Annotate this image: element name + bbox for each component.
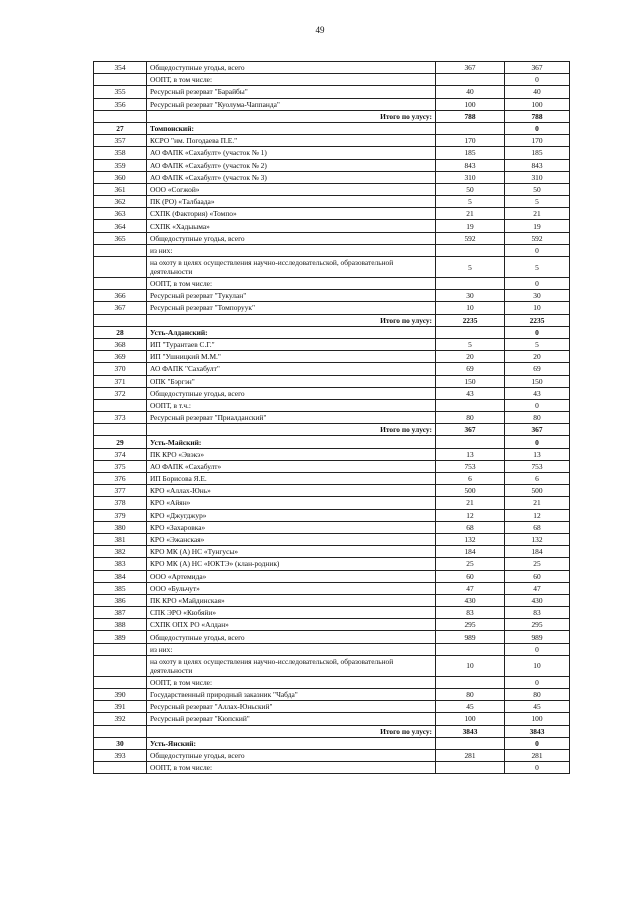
row-number-cell: 363 — [94, 208, 147, 220]
row-value-2-cell: 21 — [505, 497, 570, 509]
row-value-2-cell: 25 — [505, 558, 570, 570]
table-row — [94, 86, 570, 98]
row-value-1-cell: 21 — [436, 208, 505, 220]
row-number-cell: 357 — [94, 135, 147, 147]
row-number-cell — [94, 257, 147, 278]
row-value-2-cell: 0 — [505, 278, 570, 290]
row-number-cell — [94, 643, 147, 655]
row-value-1-cell: 20 — [436, 351, 505, 363]
row-value-1-cell: 310 — [436, 171, 505, 183]
row-name-cell: ПК КРО «Эвэкэ» — [147, 448, 436, 460]
row-value-2-cell: 80 — [505, 689, 570, 701]
row-name-cell: Томпонский: — [147, 122, 436, 134]
row-name-cell: АО ФАПК "Сахабулт" — [147, 363, 436, 375]
row-value-1-cell — [436, 326, 505, 338]
row-value-1-cell: 367 — [436, 424, 505, 436]
row-value-1-cell: 500 — [436, 485, 505, 497]
row-number-cell: 382 — [94, 546, 147, 558]
table-row — [94, 290, 570, 302]
row-name-cell: ИП "Турантаев С.Г." — [147, 338, 436, 350]
row-value-2-cell: 0 — [505, 436, 570, 448]
row-name-cell: Ресурсный резерват "Барайбы" — [147, 86, 436, 98]
table-row — [94, 159, 570, 171]
row-value-2-cell: 367 — [505, 62, 570, 74]
row-number-cell: 370 — [94, 363, 147, 375]
table-row — [94, 509, 570, 521]
table-row — [94, 122, 570, 134]
row-number-cell: 376 — [94, 473, 147, 485]
row-name-cell: ИП "Ушницкий М.М." — [147, 351, 436, 363]
row-number-cell: 27 — [94, 122, 147, 134]
row-number-cell: 371 — [94, 375, 147, 387]
table-row — [94, 257, 570, 278]
row-number-cell: 364 — [94, 220, 147, 232]
row-name-cell: Ресурсный резерват "Томпоруук" — [147, 302, 436, 314]
table-row — [94, 220, 570, 232]
row-value-1-cell: 5 — [436, 196, 505, 208]
row-value-1-cell: 185 — [436, 147, 505, 159]
row-name-cell: КРО «Захаровка» — [147, 521, 436, 533]
table-row — [94, 171, 570, 183]
table-row — [94, 363, 570, 375]
row-value-2-cell: 5 — [505, 196, 570, 208]
row-number-cell: 369 — [94, 351, 147, 363]
row-number-cell: 358 — [94, 147, 147, 159]
table-row — [94, 737, 570, 749]
row-value-2-cell: 788 — [505, 110, 570, 122]
row-value-2-cell: 10 — [505, 302, 570, 314]
row-value-1-cell — [436, 74, 505, 86]
row-number-cell — [94, 676, 147, 688]
row-number-cell: 368 — [94, 338, 147, 350]
row-value-1-cell: 25 — [436, 558, 505, 570]
row-number-cell: 386 — [94, 594, 147, 606]
table-row — [94, 546, 570, 558]
row-number-cell — [94, 399, 147, 411]
table-row — [94, 460, 570, 472]
table-row — [94, 387, 570, 399]
row-value-1-cell: 150 — [436, 375, 505, 387]
row-value-1-cell: 989 — [436, 631, 505, 643]
row-value-1-cell: 40 — [436, 86, 505, 98]
row-name-cell: КРО МК (А) НС «Тунгусы» — [147, 546, 436, 558]
row-number-cell: 391 — [94, 701, 147, 713]
row-name-cell: из них: — [147, 244, 436, 256]
row-value-1-cell — [436, 737, 505, 749]
row-value-1-cell: 5 — [436, 338, 505, 350]
row-name-cell: СХПК (Фактория) «Томпо» — [147, 208, 436, 220]
table-row — [94, 147, 570, 159]
row-number-cell: 354 — [94, 62, 147, 74]
row-number-cell: 355 — [94, 86, 147, 98]
row-value-1-cell: 80 — [436, 412, 505, 424]
row-name-cell: Общедоступные угодья, всего — [147, 749, 436, 761]
row-value-2-cell: 21 — [505, 208, 570, 220]
table-row — [94, 412, 570, 424]
row-name-cell: КРО «Аллах-Юнь» — [147, 485, 436, 497]
row-value-2-cell: 6 — [505, 473, 570, 485]
row-number-cell — [94, 278, 147, 290]
row-value-1-cell: 47 — [436, 582, 505, 594]
row-value-1-cell: 21 — [436, 497, 505, 509]
table-row — [94, 689, 570, 701]
table-row — [94, 232, 570, 244]
row-number-cell — [94, 655, 147, 676]
row-name-cell: Общедоступные угодья, всего — [147, 62, 436, 74]
row-value-2-cell: 184 — [505, 546, 570, 558]
table-row — [94, 762, 570, 774]
row-name-cell: КСРО "им. Погодаева П.Е." — [147, 135, 436, 147]
row-value-2-cell: 20 — [505, 351, 570, 363]
row-value-2-cell: 47 — [505, 582, 570, 594]
table-row — [94, 701, 570, 713]
row-value-1-cell: 592 — [436, 232, 505, 244]
row-name-cell: на охоту в целях осуществления научно-исследовательской, образовательной деятельности — [147, 257, 436, 278]
row-value-1-cell: 367 — [436, 62, 505, 74]
row-name-cell: Усть-Алданский: — [147, 326, 436, 338]
table-row — [94, 521, 570, 533]
table-row — [94, 448, 570, 460]
row-value-2-cell: 132 — [505, 533, 570, 545]
row-value-2-cell: 43 — [505, 387, 570, 399]
row-value-1-cell: 30 — [436, 290, 505, 302]
row-number-cell: 373 — [94, 412, 147, 424]
row-name-cell: АО ФАПК «Сахабулт» — [147, 460, 436, 472]
table-row — [94, 619, 570, 631]
row-value-2-cell: 19 — [505, 220, 570, 232]
row-value-2-cell: 12 — [505, 509, 570, 521]
row-name-cell: Итого по улусу: — [147, 725, 436, 737]
table-row — [94, 713, 570, 725]
table-row — [94, 676, 570, 688]
row-value-1-cell: 100 — [436, 98, 505, 110]
row-name-cell: СХПК ОПХ РО «Алдан» — [147, 619, 436, 631]
row-value-2-cell: 170 — [505, 135, 570, 147]
table-row — [94, 473, 570, 485]
row-value-1-cell — [436, 278, 505, 290]
row-name-cell: ООПТ, в том числе: — [147, 278, 436, 290]
table-row — [94, 655, 570, 676]
row-name-cell: ООПТ, в том числе: — [147, 676, 436, 688]
row-value-1-cell: 753 — [436, 460, 505, 472]
row-value-1-cell: 430 — [436, 594, 505, 606]
row-number-cell: 380 — [94, 521, 147, 533]
row-value-1-cell: 295 — [436, 619, 505, 631]
row-value-2-cell: 60 — [505, 570, 570, 582]
row-number-cell — [94, 725, 147, 737]
row-number-cell: 29 — [94, 436, 147, 448]
row-value-2-cell: 10 — [505, 655, 570, 676]
row-name-cell: ИП Борисова Я.Е. — [147, 473, 436, 485]
row-value-1-cell — [436, 244, 505, 256]
page-number: 49 — [315, 25, 325, 35]
row-value-2-cell: 0 — [505, 326, 570, 338]
row-value-2-cell: 0 — [505, 399, 570, 411]
row-name-cell: ООО «Бульчут» — [147, 582, 436, 594]
row-value-2-cell: 100 — [505, 713, 570, 725]
row-value-2-cell: 185 — [505, 147, 570, 159]
row-value-1-cell: 80 — [436, 689, 505, 701]
row-value-1-cell — [436, 762, 505, 774]
row-value-2-cell: 13 — [505, 448, 570, 460]
row-value-2-cell: 310 — [505, 171, 570, 183]
table-row — [94, 98, 570, 110]
row-number-cell: 356 — [94, 98, 147, 110]
table-row — [94, 570, 570, 582]
row-value-1-cell: 50 — [436, 183, 505, 195]
row-number-cell: 381 — [94, 533, 147, 545]
row-name-cell: ООПТ, в т.ч.: — [147, 399, 436, 411]
row-value-2-cell: 30 — [505, 290, 570, 302]
row-value-1-cell: 83 — [436, 607, 505, 619]
row-value-1-cell: 45 — [436, 701, 505, 713]
table-row — [94, 196, 570, 208]
row-number-cell — [94, 762, 147, 774]
table-row — [94, 436, 570, 448]
row-number-cell: 392 — [94, 713, 147, 725]
row-name-cell: ПК КРО «Майдинская» — [147, 594, 436, 606]
row-number-cell: 360 — [94, 171, 147, 183]
row-number-cell: 389 — [94, 631, 147, 643]
table-row — [94, 424, 570, 436]
row-value-1-cell — [436, 436, 505, 448]
row-number-cell: 372 — [94, 387, 147, 399]
table-row — [94, 375, 570, 387]
row-name-cell: ООО «Согжой» — [147, 183, 436, 195]
row-value-2-cell: 500 — [505, 485, 570, 497]
row-number-cell: 375 — [94, 460, 147, 472]
row-name-cell: Усть-Янский: — [147, 737, 436, 749]
table-row — [94, 607, 570, 619]
row-value-1-cell — [436, 399, 505, 411]
table-row — [94, 244, 570, 256]
row-number-cell: 362 — [94, 196, 147, 208]
table-row — [94, 497, 570, 509]
row-value-1-cell: 12 — [436, 509, 505, 521]
row-number-cell: 377 — [94, 485, 147, 497]
row-name-cell: АО ФАПК «Сахабулт» (участок № 1) — [147, 147, 436, 159]
row-value-2-cell: 83 — [505, 607, 570, 619]
row-value-2-cell: 367 — [505, 424, 570, 436]
row-number-cell — [94, 244, 147, 256]
row-number-cell: 384 — [94, 570, 147, 582]
row-name-cell: Итого по улусу: — [147, 110, 436, 122]
row-value-1-cell: 5 — [436, 257, 505, 278]
row-name-cell: КРО «Джугджур» — [147, 509, 436, 521]
table-row — [94, 208, 570, 220]
row-value-2-cell: 68 — [505, 521, 570, 533]
row-value-1-cell: 60 — [436, 570, 505, 582]
row-value-2-cell: 5 — [505, 338, 570, 350]
table-row — [94, 643, 570, 655]
table-row — [94, 110, 570, 122]
row-value-1-cell: 184 — [436, 546, 505, 558]
row-name-cell: Ресурсный резерват "Куолума-Чаппанда" — [147, 98, 436, 110]
quota-table — [93, 61, 570, 774]
row-value-2-cell: 843 — [505, 159, 570, 171]
row-value-2-cell: 0 — [505, 676, 570, 688]
row-value-2-cell: 0 — [505, 244, 570, 256]
row-value-1-cell: 100 — [436, 713, 505, 725]
row-name-cell: Итого по улусу: — [147, 424, 436, 436]
row-value-1-cell: 19 — [436, 220, 505, 232]
table-row — [94, 314, 570, 326]
row-number-cell: 378 — [94, 497, 147, 509]
row-value-1-cell: 43 — [436, 387, 505, 399]
table-row — [94, 351, 570, 363]
row-name-cell: Ресурсный резерват "Тукулан" — [147, 290, 436, 302]
row-value-1-cell: 13 — [436, 448, 505, 460]
row-number-cell: 366 — [94, 290, 147, 302]
row-name-cell: Ресурсный резерват "Приалданский" — [147, 412, 436, 424]
table-row — [94, 582, 570, 594]
row-value-2-cell: 0 — [505, 122, 570, 134]
row-value-2-cell: 3843 — [505, 725, 570, 737]
row-value-2-cell: 295 — [505, 619, 570, 631]
table-row — [94, 302, 570, 314]
row-name-cell: ОПК "Бэргэн" — [147, 375, 436, 387]
row-name-cell: Ресурсный резерват "Кюпский" — [147, 713, 436, 725]
row-value-2-cell: 40 — [505, 86, 570, 98]
row-number-cell: 383 — [94, 558, 147, 570]
row-number-cell — [94, 424, 147, 436]
table-row — [94, 749, 570, 761]
row-name-cell: АО ФАПК «Сахабулт» (участок № 2) — [147, 159, 436, 171]
row-value-1-cell: 3843 — [436, 725, 505, 737]
row-value-2-cell: 150 — [505, 375, 570, 387]
row-name-cell: Итого по улусу: — [147, 314, 436, 326]
row-name-cell: АО ФАПК «Сахабулт» (участок № 3) — [147, 171, 436, 183]
row-number-cell: 28 — [94, 326, 147, 338]
row-name-cell: Общедоступные угодья, всего — [147, 232, 436, 244]
row-name-cell: Общедоступные угодья, всего — [147, 387, 436, 399]
table-row — [94, 631, 570, 643]
row-name-cell: ООПТ, в том числе: — [147, 762, 436, 774]
row-name-cell: КРО МК (А) НС «ЮКТЭ» (клан-родник) — [147, 558, 436, 570]
table-row — [94, 326, 570, 338]
row-value-2-cell: 0 — [505, 762, 570, 774]
row-value-1-cell: 6 — [436, 473, 505, 485]
row-number-cell: 379 — [94, 509, 147, 521]
row-number-cell — [94, 314, 147, 326]
row-value-2-cell: 592 — [505, 232, 570, 244]
row-number-cell: 367 — [94, 302, 147, 314]
row-value-1-cell — [436, 643, 505, 655]
row-value-2-cell: 281 — [505, 749, 570, 761]
row-value-2-cell: 0 — [505, 737, 570, 749]
row-number-cell: 385 — [94, 582, 147, 594]
row-name-cell: Ресурсный резерват "Аллах-Юньский" — [147, 701, 436, 713]
row-name-cell: из них: — [147, 643, 436, 655]
row-name-cell: СХПК «Хадыыма» — [147, 220, 436, 232]
row-value-2-cell: 0 — [505, 643, 570, 655]
row-number-cell — [94, 74, 147, 86]
row-number-cell: 387 — [94, 607, 147, 619]
row-number-cell: 390 — [94, 689, 147, 701]
row-value-1-cell: 170 — [436, 135, 505, 147]
table-row — [94, 74, 570, 86]
table-row — [94, 338, 570, 350]
row-number-cell: 388 — [94, 619, 147, 631]
row-value-1-cell: 2235 — [436, 314, 505, 326]
row-value-1-cell — [436, 676, 505, 688]
row-value-2-cell: 100 — [505, 98, 570, 110]
row-name-cell: ООО «Артемида» — [147, 570, 436, 582]
row-value-2-cell: 45 — [505, 701, 570, 713]
row-value-2-cell: 50 — [505, 183, 570, 195]
row-value-1-cell: 843 — [436, 159, 505, 171]
row-number-cell: 374 — [94, 448, 147, 460]
table-row — [94, 62, 570, 74]
row-name-cell: КРО «Эжанская» — [147, 533, 436, 545]
table-row — [94, 135, 570, 147]
row-number-cell: 30 — [94, 737, 147, 749]
table-row — [94, 594, 570, 606]
row-value-2-cell: 0 — [505, 74, 570, 86]
row-value-1-cell — [436, 122, 505, 134]
table-row — [94, 725, 570, 737]
row-name-cell: на охоту в целях осуществления научно-исследовательской, образовательной деятельности — [147, 655, 436, 676]
row-value-1-cell: 10 — [436, 302, 505, 314]
row-number-cell — [94, 110, 147, 122]
row-value-1-cell: 68 — [436, 521, 505, 533]
table-row — [94, 558, 570, 570]
table-row — [94, 485, 570, 497]
table-row — [94, 278, 570, 290]
row-value-2-cell: 69 — [505, 363, 570, 375]
row-name-cell: Государственный природный заказник "Чабда" — [147, 689, 436, 701]
row-value-1-cell: 281 — [436, 749, 505, 761]
row-name-cell: ПК (РО) «Талбаада» — [147, 196, 436, 208]
row-value-2-cell: 80 — [505, 412, 570, 424]
row-name-cell: СПК ЭРО «Кюбяйи» — [147, 607, 436, 619]
row-value-2-cell: 989 — [505, 631, 570, 643]
row-number-cell: 393 — [94, 749, 147, 761]
row-value-1-cell: 132 — [436, 533, 505, 545]
row-number-cell: 361 — [94, 183, 147, 195]
row-value-2-cell: 5 — [505, 257, 570, 278]
row-value-2-cell: 753 — [505, 460, 570, 472]
table-row — [94, 399, 570, 411]
row-value-1-cell: 788 — [436, 110, 505, 122]
row-name-cell: Общедоступные угодья, всего — [147, 631, 436, 643]
row-name-cell: ООПТ, в том числе: — [147, 74, 436, 86]
row-value-1-cell: 10 — [436, 655, 505, 676]
row-number-cell: 365 — [94, 232, 147, 244]
row-name-cell: Усть-Майский: — [147, 436, 436, 448]
table-row — [94, 183, 570, 195]
row-name-cell: КРО «Айян» — [147, 497, 436, 509]
row-value-2-cell: 2235 — [505, 314, 570, 326]
table-row — [94, 533, 570, 545]
row-value-2-cell: 430 — [505, 594, 570, 606]
row-number-cell: 359 — [94, 159, 147, 171]
table-body — [94, 62, 570, 774]
row-value-1-cell: 69 — [436, 363, 505, 375]
